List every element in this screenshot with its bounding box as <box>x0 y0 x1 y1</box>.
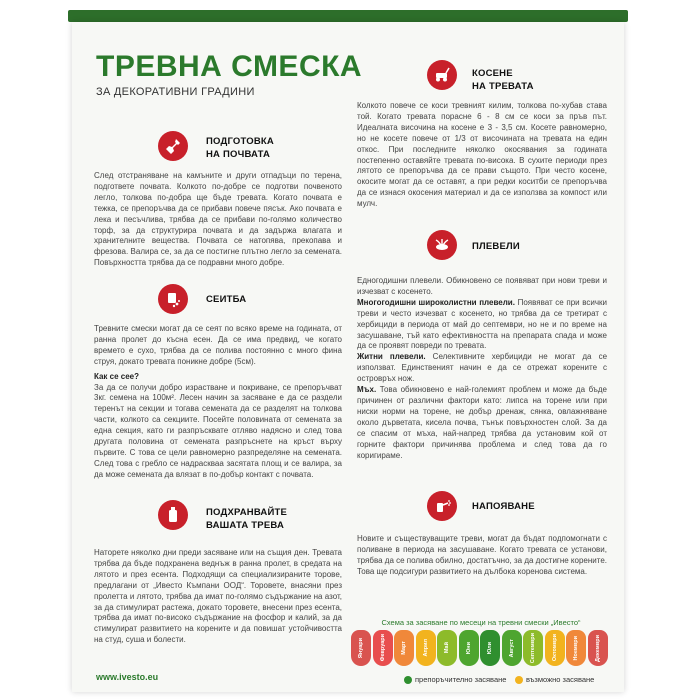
paragraph: След отстраняване на камъните и други отпадъци по терена, подгответе почвата. Колкото по-добре се подготви почвеното легло, толкова по-добра ще бъде тревата. Когато почвата е тежка, се препоръчва да се прибави повече пясък. Ако почвата е лека и песъчлива, трябва да се прибави по-голямо количество торф, за да структурира почвата и да задържа влагата и хранителните вещества. Почвата се натопява, прекопава и фрезова. Валира се, за да се постигне плътно легло за семената. Повърхността трябва да се подравни много добре. <box>94 171 342 268</box>
sprayer-icon <box>427 491 457 521</box>
page-subtitle: ЗА ДЕКОРАТИВНИ ГРАДИНИ <box>96 86 255 98</box>
weeds-text <box>357 276 607 461</box>
section-title-mowing <box>472 67 534 93</box>
month-pill <box>502 630 522 666</box>
month-label: Май <box>444 642 450 654</box>
section-title-line: ПОДГОТОВКА <box>206 136 274 147</box>
top-green-band <box>68 10 628 22</box>
lawnmower-icon <box>427 60 457 90</box>
section-title-line: КОСЕНЕ <box>472 68 513 79</box>
month-pill <box>373 630 393 666</box>
legend-label: препоръчително засяване <box>415 675 507 684</box>
weed-type-label: Многогодишни широколистни плевели. <box>357 297 515 307</box>
website-link[interactable]: www.ivesto.eu <box>96 672 159 682</box>
page-title: ТРЕВНА СМЕСКА <box>96 50 363 83</box>
subheading: Как се сее? <box>94 371 140 381</box>
month-pill <box>416 630 436 666</box>
month-pill <box>437 630 457 666</box>
section-title-line: ВАШАТА ТРЕВА <box>206 520 285 531</box>
month-pill <box>351 630 371 666</box>
month-pill <box>394 630 414 666</box>
weed-type-label: Мъх. <box>357 385 377 395</box>
soil-text <box>94 171 342 269</box>
sowing-text <box>94 324 342 481</box>
month-pill <box>523 630 543 666</box>
legend-dot-recommended <box>404 676 412 684</box>
month-pill <box>566 630 586 666</box>
month-pill <box>545 630 565 666</box>
paragraph: Тревните смески могат да се сеят по всяко време на годината, от ранна пролет до късна есен. Да се има предвид, че когато времето е сухо, трябва да се полива постоянно с много фина струя, докато тревата поникне добре (5см). <box>94 324 342 366</box>
paragraph: Новите и съществуващите треви, могат да бъдат подпомогнати с поливане в периода на засушаване. Когато тревата се установи, трябва да се полива обилно, достатъчно, за да достигне корените. Това ще подсигури развитието на дълбока коренова система. <box>357 534 607 576</box>
month-pill <box>588 630 608 666</box>
paragraph: Селективните хербициди не могат да се използват. Единственият начин е да се отрежат корените с островръх нож. <box>357 352 608 384</box>
month-label: Декември <box>594 634 601 662</box>
sowing-schedule-months <box>351 630 609 668</box>
month-label: Септември <box>530 632 536 664</box>
month-pill <box>480 630 500 666</box>
month-label: Август <box>508 638 515 658</box>
mowing-text <box>357 101 607 210</box>
feeding-text <box>94 548 342 646</box>
seeds-icon <box>158 284 188 314</box>
legend-possible <box>515 675 594 684</box>
section-title-sowing: СЕИТБА <box>206 294 247 305</box>
paragraph: За да се получи добро израстване и покриване, се препоръчват 3кг. семена на 100м². Лесен начин за засяване е да се раздели теренът на секции и тогава семената да се разделят на толкова части, колкото са секциите. Посейте половината от семената за една секция, като ги разпръсквате отляво надясно и след това другата половина от семената разпръснете на кръст върху първите. С това се цели равномерно разпределяне на семената. След това с гребло се надраскваа засятата площ и се валира, за да може семената да влязат в по-добър контакт с почвата. <box>94 382 342 479</box>
month-label: Октомври <box>551 634 558 662</box>
section-title-feeding <box>206 506 287 532</box>
month-pill <box>459 630 479 666</box>
section-title-line: НА ПОЧВАТА <box>206 149 271 160</box>
month-label: Ноември <box>573 635 579 661</box>
fertilizer-bottle-icon <box>158 500 188 530</box>
month-label: Февруари <box>379 634 386 662</box>
section-title-weeds: ПЛЕВЕЛИ <box>472 241 520 252</box>
paragraph: Наторете няколко дни преди засяване или на същия ден. Тревата трябва да бъде подхранена веднъж в ранна пролет, в средата на лятото и през есента. Подходящи са специализираните торове, предлагани от „Ивесто Къмпани ООД“. Торовете, внасяни през пролетта и лятото, трябва да имат по-голямо съдържание на азот, за да стимулират растежа, докато торовете, внесени през есента, трябва да имат по-високо съдържание на фосфор и калий, за да стимулират развитието на корените и да повишат устойчивостта на студ, суша и болести. <box>94 548 342 645</box>
legend-label: възможно засяване <box>526 675 595 684</box>
weed-type-label: Житни плевели. <box>357 352 426 362</box>
paragraph: Появяват се при всички треви и често изчезват с косенето, но трябва да се третират с хербициди в периода от май до септември, но не и по време на засушаване, тъй като ефективността на препарата спада и може да се проявят повреди по тревата. <box>357 297 607 351</box>
paragraph: Едногодишни плевели. Обикновено се появяват при нови треви и изчезват с косенето. <box>357 276 607 296</box>
month-label: Юли <box>487 641 493 655</box>
month-label: Април <box>422 639 429 657</box>
paragraph: Това обикновено е най-големият проблем и може да бъде причинен от различни фактори като: липса на торене или при ниски норми на торене, не добър дренаж, сянка, овлажняване около дърветата, кисела почва, тънък повърхностен слой. За да се спасим от мъха, най-напред трябва да установим кой от горните фактори причинява проблема и след това да го коригираме. <box>357 385 607 460</box>
paragraph: Колкото повече се коси тревният килим, толкова по-хубав става той. Когато тревата порасне 6 - 8 см се коси за пръв път. Идеалната височина на косене е 3 - 3,5 см. Косете равномерно, но не косете повече от 1/3 от височината на тревата на един откос. При последните няколко окосявания за годината постепенно оставяйте тревата по-висока. В сухите периоди през лятото се препоръчва да се прави същото. При често косене, окосите могат да се оставят, а при редки коситби се препоръчва да се изнася окосения материал и да се използва за компост или мулч. <box>357 101 607 209</box>
section-title-soil <box>206 135 274 161</box>
month-label: Март <box>401 641 407 655</box>
sowing-schedule-title: Схема за засяване по месеци на тревни смески „Ивесто“ <box>381 618 581 627</box>
section-title-line: НА ТРЕВАТА <box>472 81 534 92</box>
shovel-icon <box>158 131 188 161</box>
legend-dot-possible <box>515 676 523 684</box>
month-label: Януари <box>358 637 364 659</box>
weed-icon <box>427 230 457 260</box>
legend-recommended <box>404 675 506 684</box>
month-label: Юни <box>465 641 472 655</box>
section-title-line: ПОДХРАНВАЙТЕ <box>206 507 288 518</box>
section-title-watering: НАПОЯВАНЕ <box>472 501 535 512</box>
watering-text <box>357 534 607 578</box>
